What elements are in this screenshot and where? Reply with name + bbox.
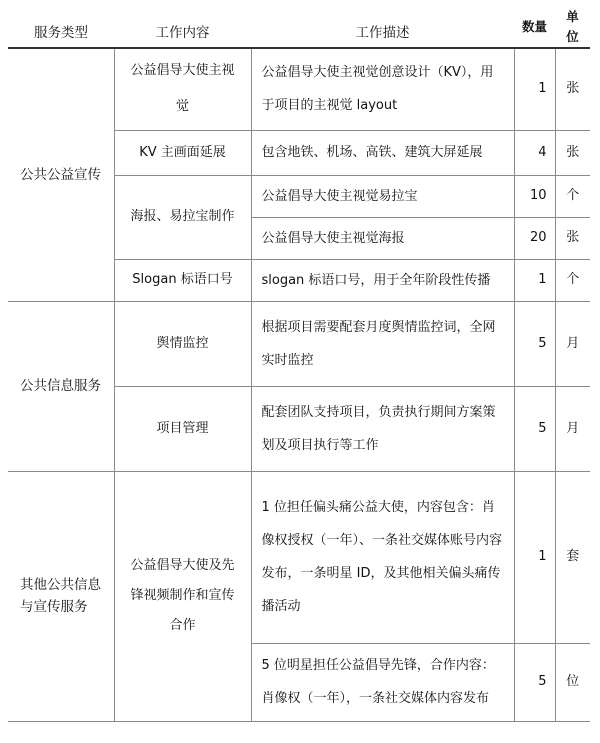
work-description-cell: 配套团队支持项目，负责执行期间方案策划及项目执行等工作 <box>251 386 514 471</box>
work-description-cell: 5 位明星担任公益倡导先锋，合作内容：肖像权（一年），一条社交媒体内容发布 <box>251 643 514 721</box>
header-unit: 单位 <box>555 6 590 48</box>
service-type-cell: 公共公益宣传 <box>8 48 114 301</box>
service-type-cell: 其他公共信息与宣传服务 <box>8 471 114 721</box>
unit-cell: 张 <box>555 217 590 259</box>
quantity-cell: 5 <box>514 301 555 386</box>
quantity-cell: 5 <box>514 386 555 471</box>
work-description-cell: 1 位担任偏头痛公益大使，内容包含：肖像权授权（一年）、一条社交媒体账号内容发布，一条明星 ID，及其他相关偏头痛传播活动 <box>251 471 514 643</box>
quantity-cell: 1 <box>514 471 555 643</box>
work-description-cell: 公益倡导大使主视觉创意设计（KV），用于项目的主视觉 layout <box>251 48 514 130</box>
quantity-cell: 1 <box>514 48 555 130</box>
header-work-content: 工作内容 <box>114 6 251 48</box>
header-quantity: 数量 <box>514 6 555 48</box>
header-work-description: 工作描述 <box>251 6 514 48</box>
table-row <box>8 301 590 386</box>
work-content-cell: 项目管理 <box>114 386 251 471</box>
quantity-cell: 1 <box>514 259 555 301</box>
unit-cell: 个 <box>555 259 590 301</box>
work-description-cell: 包含地铁、机场、高铁、建筑大屏延展 <box>251 130 514 175</box>
unit-cell: 月 <box>555 301 590 386</box>
unit-cell: 张 <box>555 48 590 130</box>
header-service-type: 服务类型 <box>8 6 114 48</box>
work-content-cell: 公益倡导大使主视觉 <box>114 48 251 130</box>
work-content-cell: 海报、易拉宝制作 <box>114 175 251 259</box>
work-description-cell: 公益倡导大使主视觉易拉宝 <box>251 175 514 217</box>
table-row <box>8 471 590 643</box>
quantity-cell: 5 <box>514 643 555 721</box>
service-table-page <box>8 6 590 722</box>
quantity-cell: 4 <box>514 130 555 175</box>
quantity-cell: 20 <box>514 217 555 259</box>
unit-cell: 月 <box>555 386 590 471</box>
work-content-cell: 舆情监控 <box>114 301 251 386</box>
service-type-cell: 公共信息服务 <box>8 301 114 471</box>
quantity-cell: 10 <box>514 175 555 217</box>
work-content-cell: Slogan 标语口号 <box>114 259 251 301</box>
work-content-cell: KV 主画面延展 <box>114 130 251 175</box>
service-table <box>8 6 590 722</box>
unit-cell: 套 <box>555 471 590 643</box>
work-content-cell: 公益倡导大使及先锋视频制作和宣传合作 <box>114 471 251 721</box>
work-description-cell: 根据项目需要配套月度舆情监控词，全网实时监控 <box>251 301 514 386</box>
work-description-cell: slogan 标语口号，用于全年阶段性传播 <box>251 259 514 301</box>
table-header-row <box>8 6 590 48</box>
unit-cell: 张 <box>555 130 590 175</box>
table-row <box>8 48 590 130</box>
unit-cell: 位 <box>555 643 590 721</box>
unit-cell: 个 <box>555 175 590 217</box>
work-description-cell: 公益倡导大使主视觉海报 <box>251 217 514 259</box>
